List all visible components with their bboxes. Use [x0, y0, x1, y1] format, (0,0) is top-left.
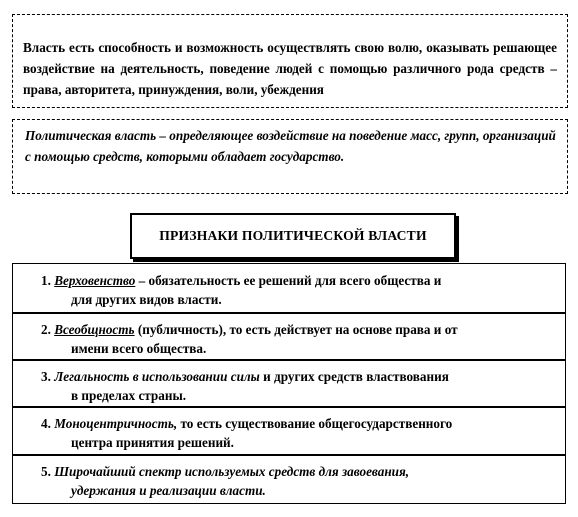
- sign-item-term: Всеобщность: [54, 322, 135, 337]
- sign-item-term: Легальность в использовании силы: [54, 369, 260, 384]
- definition-power-box: [12, 14, 568, 108]
- definition-political-power-box: [12, 119, 568, 194]
- sign-item-text: – обязательность ее решений для всего общества и: [135, 273, 442, 288]
- sign-item-text-continued: удержания и реализации власти.: [71, 483, 266, 498]
- sign-item-text-continued: в пределах страны.: [71, 388, 187, 403]
- sign-item-text: и других средств властвования: [259, 369, 449, 384]
- sign-item-text: (публичность), то есть действует на основе права и от: [134, 322, 458, 337]
- sign-item-term: Широчайший спектр используемых средств для завоевания,: [54, 464, 410, 479]
- sign-item-4: [12, 407, 566, 455]
- sign-item-text-continued: центра принятия решений.: [71, 435, 234, 450]
- sign-item-text-continued: для других видов власти.: [71, 292, 222, 307]
- sign-item-text-continued: имени всего общества.: [71, 341, 207, 356]
- definition-power-text: Власть есть способность и возможность осуществлять свою волю, оказывать решающее воздействие на деятельность, поведение людей с помощью различного рода средств – права, авторитета, принуждения, воли, убеждения: [23, 40, 557, 97]
- sign-item-1: [12, 263, 566, 313]
- sign-item-3: [12, 360, 566, 407]
- sign-item-number: 1.: [41, 273, 51, 288]
- sign-item-number: 4.: [41, 416, 51, 431]
- definition-political-power-text: Политическая власть – определяющее воздействие на поведение масс, групп, организаций с помощью средств, которыми обладает государство.: [25, 128, 556, 164]
- sign-item-2: [12, 313, 566, 360]
- sign-item-term: Верховенство: [54, 273, 136, 288]
- signs-header-title: ПРИЗНАКИ ПОЛИТИЧЕСКОЙ ВЛАСТИ: [159, 228, 427, 243]
- sign-item-number: 3.: [41, 369, 51, 384]
- sign-item-text: то есть существование общегосударственного: [177, 416, 453, 431]
- sign-item-number: 5.: [41, 464, 51, 479]
- sign-item-term: Моноцентричность,: [54, 416, 178, 431]
- sign-item-5: [12, 455, 566, 504]
- sign-item-number: 2.: [41, 322, 51, 337]
- signs-header: [130, 213, 456, 259]
